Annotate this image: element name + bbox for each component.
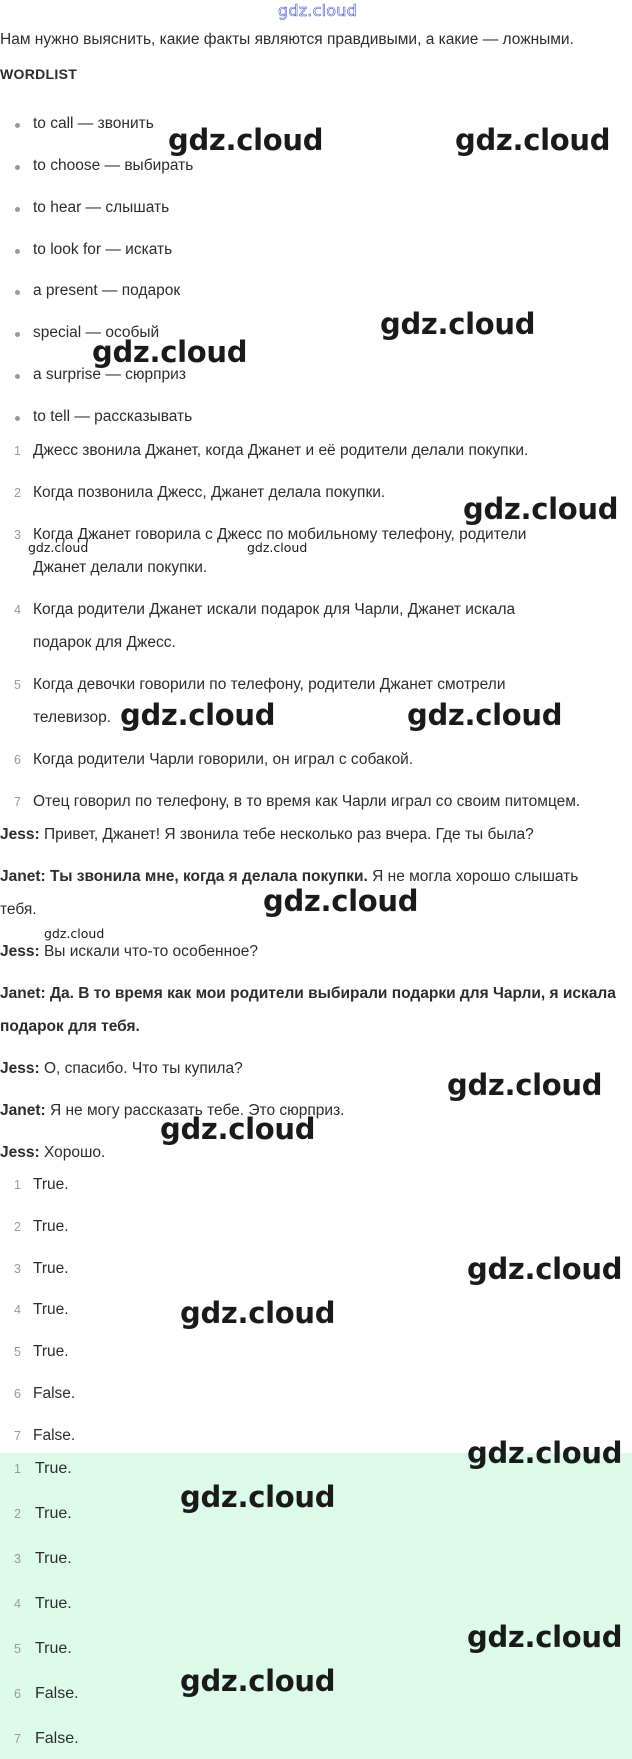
speaker-name: Jess: [0,826,40,843]
wordlist-entry: to tell — рассказывать [33,408,193,425]
answer-number: 4 [14,1597,21,1611]
statement-text: Когда Джанет говорила с Джесс по мобильному телефону, родители [33,526,527,543]
watermark: gdz.cloud [467,1436,623,1470]
dialogue-line-continuation: подарок для тебя. [0,1018,140,1035]
speaker-name: Jess: [0,1060,40,1077]
watermark: gdz.cloud [463,492,619,526]
statement-number: 4 [14,603,21,617]
watermark: gdz.cloud [92,335,248,369]
site-watermark: gdz.cloud [278,1,357,20]
dialogue-line-continuation: тебя. [0,901,37,918]
statement-text: Отец говорил по телефону, в то время как Чарли играл со своим питомцем. [33,793,581,810]
answer-value: True. [33,1343,69,1360]
bullet-icon [15,374,20,379]
dialogue-highlight: Ты звонила мне, когда я делала покупки. [45,868,368,885]
answer-value: True. [33,1176,69,1193]
task-intro: Нам нужно выяснить, какие факты являются правдивыми, а какие — ложными. [0,31,574,48]
answer-value: True. [35,1550,72,1567]
answer-number: 1 [14,1178,21,1192]
answer-number: 4 [14,1303,21,1317]
answer-value: True. [35,1460,72,1477]
answer-number: 2 [14,1220,21,1234]
dialogue-line [0,943,258,961]
watermark: gdz.cloud [120,698,276,732]
answer-number: 2 [14,1507,21,1521]
answer-value: True. [35,1505,72,1522]
wordlist-entry: special — особый [33,324,160,341]
watermark: gdz.cloud [180,1664,336,1698]
answer-value: True. [33,1260,69,1277]
wordlist-title: WORDLIST [0,66,78,82]
statement-text: Когда родители Чарли говорили, он играл с собакой. [33,751,414,768]
statement-number: 5 [14,678,21,692]
answer-number: 3 [14,1552,21,1566]
bullet-icon [15,290,20,295]
watermark: gdz.cloud [467,1252,623,1286]
dialogue-text: Я не могу рассказать тебе. Это сюрприз. [45,1102,345,1119]
watermark: gdz.cloud [160,1112,316,1146]
watermark: gdz.cloud [44,926,105,941]
wordlist-entry: to choose — выбирать [33,157,194,174]
answer-value: True. [33,1301,69,1318]
answer-number: 5 [14,1642,21,1656]
wordlist-entry: a present — подарок [33,282,181,299]
answer-number: 3 [14,1262,21,1276]
watermark: gdz.cloud [247,540,308,555]
watermark: gdz.cloud [180,1480,336,1514]
dialogue-highlight: Да. В то время как мои родители выбирали подарки для Чарли, я искала [45,985,616,1002]
watermark: gdz.cloud [263,884,419,918]
statement-text: подарок для Джесс. [33,634,176,651]
answer-number: 5 [14,1345,21,1359]
watermark: gdz.cloud [168,123,324,157]
watermark: gdz.cloud [28,540,89,555]
statement-number: 3 [14,528,21,542]
statement-number: 7 [14,795,21,809]
speaker-name: Jess: [0,1144,40,1161]
wordlist-entry: a surprise — сюрприз [33,366,186,383]
statement-text: Когда родители Джанет искали подарок для Чарли, Джанет искала [33,601,516,618]
answer-value: True. [33,1218,69,1235]
answer-value: False. [35,1730,79,1747]
dialogue-text: О, спасибо. Что ты купила? [39,1060,243,1077]
dialogue-line [0,1144,105,1162]
bullet-icon [15,332,20,337]
statement-text: Когда позвонила Джесс, Джанет делала покупки. [33,484,386,501]
dialogue-line [0,826,534,844]
answer-number: 1 [14,1462,21,1476]
dialogue-text: Хорошо. [39,1144,106,1161]
answer-value: True. [35,1595,72,1612]
dialogue-text: Я не могла хорошо слышать [367,868,579,885]
answer-number: 6 [14,1687,21,1701]
bullet-icon [15,249,20,254]
statement-number: 1 [14,444,21,458]
dialogue-text: Вы искали что-то особенное? [39,943,259,960]
statement-text: Когда девочки говорили по телефону, родители Джанет смотрели [33,676,506,693]
watermark: gdz.cloud [447,1068,603,1102]
statement-number: 2 [14,486,21,500]
answer-number: 6 [14,1387,21,1401]
bullet-icon [15,207,20,212]
speaker-name: Janet: [0,1102,46,1119]
answer-value: False. [35,1685,79,1702]
watermark: gdz.cloud [467,1620,623,1654]
watermark: gdz.cloud [380,307,536,341]
statement-text: Джесс звонила Джанет, когда Джанет и её родители делали покупки. [33,442,529,459]
speaker-name: Janet: [0,868,46,885]
bullet-icon [15,416,20,421]
wordlist-entry: to hear — слышать [33,199,170,216]
speaker-name: Janet: [0,985,46,1002]
wordlist-entry: to call — звонить [33,115,154,132]
answer-value: False. [33,1385,76,1402]
dialogue-line [0,1060,243,1078]
answer-value: True. [35,1640,72,1657]
dialogue-text: Привет, Джанет! Я звонила тебе несколько раз вчера. Где ты была? [39,826,534,843]
wordlist-entry: to look for — искать [33,241,173,258]
statement-number: 6 [14,753,21,767]
statement-text: телевизор. [33,709,112,726]
watermark: gdz.cloud [455,123,611,157]
answer-value: False. [33,1427,76,1444]
answer-number: 7 [14,1429,21,1443]
bullet-icon [15,123,20,128]
watermark: gdz.cloud [180,1296,336,1330]
speaker-name: Jess: [0,943,40,960]
bullet-icon [15,165,20,170]
dialogue-line [0,985,616,1003]
answer-number: 7 [14,1732,21,1746]
statement-text: Джанет делали покупки. [33,559,208,576]
watermark: gdz.cloud [407,698,563,732]
